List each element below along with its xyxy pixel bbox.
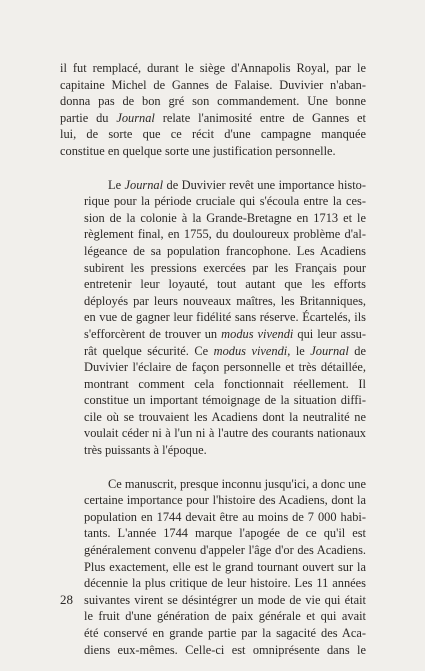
text-line: donna pas de bon gré son commandement. Une bonne	[60, 94, 366, 109]
text-line: sion de la colonie à la Grande-Bretagne en 1713 et le	[84, 210, 366, 225]
text-line: tants. L'année 1744 marque l'apogée de ce qu'il est	[84, 526, 366, 541]
text-line: été conservé en grande partie par la sagacité des Aca-	[84, 626, 366, 640]
page-number: 28	[60, 592, 73, 607]
text-line: généralement convenu d'appeler l'âge d'or des Acadiens.	[84, 543, 366, 558]
text-line: entretenir leur loyauté, tout autant que les efforts	[84, 277, 366, 292]
text-line: capitaine Michel de Gannes de Falaise. Duvivier n'aban-	[60, 77, 366, 92]
text-line: partie du Journal relate l'animosité entre de Gannes et	[60, 110, 366, 125]
text-line: population en 1744 devait être au moins de 7 000 habi-	[84, 509, 366, 524]
text-line: rique pour la période cruciale qui s'écoula entre la ces-	[84, 194, 366, 209]
text-line: constitue un important témoignage de la situation diffi-	[84, 393, 366, 408]
text-line: constitue en quelque sorte une justification personnelle.	[60, 143, 336, 158]
paragraph-2	[60, 177, 366, 459]
text-line: Plus exactement, elle est le grand tournant ouvert sur la	[84, 559, 366, 574]
text-line: cile où se trouvaient les Acadiens dont la neutralité ne	[84, 409, 366, 424]
text-line: montrant comment cela fonctionnait réellement. Il	[84, 376, 366, 391]
text-line: le fruit d'une génération de paix générale et qui avait	[84, 609, 366, 624]
paragraph-1	[60, 60, 366, 160]
text-line: en vue de gagner leur fidélité sans réserve. Écartelés, ils	[84, 310, 366, 325]
text-line: Duvivier l'éclaire de façon personnelle et très détaillée,	[84, 360, 366, 375]
text-line: légeance de sa population francophone. Les Acadiens	[84, 243, 366, 258]
text-line: déployés par leurs nouveaux maîtres, les Britanniques,	[84, 293, 366, 308]
text-line: règlement final, en 1755, du douloureux problème d'al-	[84, 227, 366, 242]
text-line: très puissants à l'époque.	[84, 443, 207, 458]
text-line: Ce manuscrit, presque inconnu jusqu'ici, a donc une	[108, 476, 366, 491]
text-line: suivantes virent se désintégrer un mode de vie qui était	[84, 592, 366, 607]
text-line: décennie la plus critique de leur histoire. Les 11 années	[84, 576, 366, 591]
text-line: s'efforcèrent de trouver un modus vivendi qui leur assu-	[84, 326, 366, 341]
body-text	[60, 60, 366, 658]
paragraph-3	[60, 476, 366, 659]
text-line: il fut remplacé, durant le siège d'Annapolis Royal, par le	[60, 61, 366, 75]
text-line: rât quelque sécurité. Ce modus vivendi, le Journal de	[84, 343, 366, 358]
text-line: lui, de sorte que ce récit d'une campagne manquée	[60, 127, 366, 142]
text-line: certaine importance pour l'histoire des Acadiens, dont la	[84, 493, 366, 508]
text-line: diens eux-mêmes. Celle-ci est omniprésente dans le	[84, 642, 366, 657]
text-line: Le Journal de Duvivier revêt une importance histo-	[108, 177, 367, 192]
text-line: voulait céder ni à l'un ni à l'autre des courants nationaux	[84, 426, 366, 441]
text-line: subirent les pressions exercées par les Français pour	[84, 260, 366, 275]
